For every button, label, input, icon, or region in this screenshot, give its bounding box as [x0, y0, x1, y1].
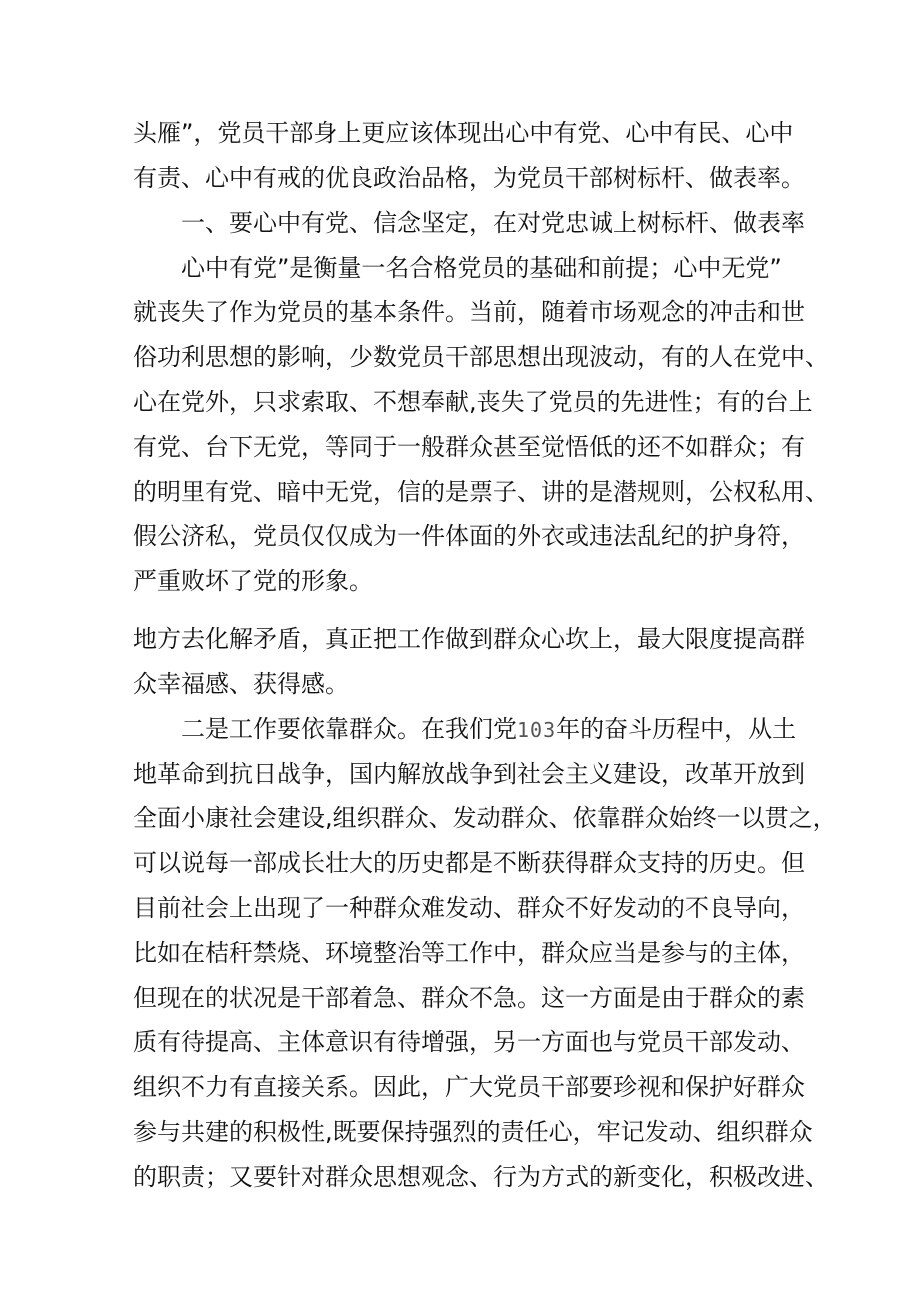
year-count: 103	[517, 718, 557, 742]
text-line: 心中有党”是衡量一名合格党员的基础和前提；心中无党”	[181, 254, 782, 282]
text-segment: 二是工作要依靠群众。在我们党	[181, 715, 517, 743]
text-line: 俗功利思想的影响，少数党员干部思想出现波动，有的人在党中、	[133, 343, 829, 371]
text-line: 的职责；又要针对群众思想观念、行为方式的新变化，积极改进、	[133, 1163, 829, 1191]
text-line: 严重败坏了党的形象。	[133, 567, 373, 595]
text-segment: 年的奋斗历程中，从土	[556, 715, 797, 743]
text-line: 头雁”，党员干部身上更应该体现出心中有党、心中有民、心中	[133, 119, 794, 147]
text-line	[181, 714, 796, 745]
text-line: 参与共建的积极性,既要保持强烈的责任心，牢记发动、组织群众	[133, 1118, 813, 1146]
text-line: 但现在的状况是干部着急、群众不急。这一方面是由于群众的素	[133, 984, 805, 1012]
text-line: 众幸福感、获得感。	[133, 670, 349, 698]
text-line: 心在党外，只求索取、不想奉献,丧失了党员的先进性；有的台上	[133, 388, 813, 416]
text-line: 组织不力有直接关系。因此，广大党员干部要珍视和保护好群众	[133, 1073, 805, 1101]
text-line: 有责、心中有戒的优良政治品格，为党员干部树标杆、做表率。	[133, 164, 805, 192]
text-line: 地革命到抗日战争，国内解放战争到社会主义建设，改革开放到	[133, 760, 805, 788]
text-line: 质有待提高、主体意识有待增强，另一方面也与党员干部发动、	[133, 1028, 805, 1056]
text-line: 就丧失了作为党员的基本条件。当前，随着市场观念的冲击和世	[133, 298, 805, 326]
text-line: 的明里有党、暗中无党，信的是票子、讲的是潜规则，公权私用、	[133, 478, 829, 506]
text-line: 全面小康社会建设,组织群众、发动群众、依靠群众始终一以贯之，	[133, 804, 837, 832]
text-line: 目前社会上出现了一种群众难发动、群众不好发动的不良导向，	[133, 894, 805, 922]
text-line: 比如在桔秆禁烧、环境整治等工作中，群众应当是参与的主体，	[133, 939, 805, 967]
section-heading: 一、要心中有党、信念坚定，在对党忠诚上树标杆、做表率	[181, 209, 805, 237]
text-line: 有党、台下无党，等同于一般群众甚至觉悟低的还不如群众；有	[133, 433, 805, 461]
text-line: 地方去化解矛盾，真正把工作做到群众心坎上，最大限度提高群	[133, 625, 805, 653]
text-line: 假公济私，党员仅仅成为一件体面的外衣或违法乱纪的护身符，	[133, 522, 805, 550]
text-line: 可以说每一部成长壮大的历史都是不断获得群众支持的历史。但	[133, 849, 805, 877]
